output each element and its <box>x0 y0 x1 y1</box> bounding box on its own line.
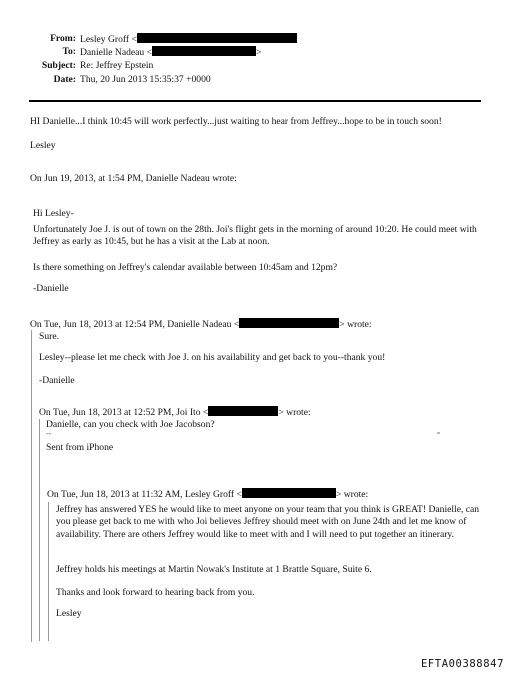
to-address-text: Danielle Nadeau < <box>80 47 152 58</box>
quote3-body: Danielle, can you check with Joe Jacobson? <box>46 419 215 430</box>
redaction-bar <box>242 488 336 498</box>
quote2-bar <box>31 330 32 642</box>
quote2-attribution <box>30 318 372 330</box>
to-label: To: <box>62 46 76 57</box>
subject-label: Subject: <box>41 60 76 71</box>
from-label: From: <box>50 33 76 44</box>
quote2-line1: Sure. <box>39 331 59 342</box>
from-value <box>80 33 297 45</box>
quote1-greeting: Hi Lesley- <box>33 208 74 219</box>
scan-speck <box>437 432 440 434</box>
quote1-signature: -Danielle <box>33 283 69 294</box>
redaction-bar <box>152 46 256 56</box>
quote4-bar <box>48 502 49 641</box>
quote1-question: Is there something on Jeffrey's calendar available between 10:45am and 12pm? <box>33 262 338 273</box>
quote4-attribution-text: On Tue, Jun 18, 2013 at 11:32 AM, Lesley Groff < <box>47 489 242 500</box>
redaction-bar <box>208 406 278 416</box>
quote3-signature: Sent from iPhone <box>46 442 114 453</box>
redaction-bar <box>239 318 339 328</box>
from-address-text: Lesley Groff < <box>80 34 137 45</box>
reply-signature: Lesley <box>30 140 56 151</box>
quote4-signature: Lesley <box>56 608 82 619</box>
quote3-sig-separator: -- <box>46 429 52 438</box>
quote3-attribution <box>39 406 311 418</box>
quote3-attribution-text: On Tue, Jun 18, 2013 at 12:52 PM, Joi Ito < <box>39 407 209 418</box>
quote4-location: Jeffrey holds his meetings at Martin Nowak's Institute at 1 Brattle Square, Suite 6. <box>56 564 372 575</box>
quote3-bar <box>39 419 40 641</box>
quote2-attribution-suffix: > wrote: <box>339 319 372 330</box>
quote4-attribution-suffix: > wrote: <box>335 489 369 500</box>
date-label: Date: <box>53 74 76 85</box>
subject-value: Re: Jeffrey Epstein <box>80 60 154 71</box>
quote1-body: Unfortunately Joe J. is out of town on the 28th. Joi's flight gets in the morning of around 10:20. He could meet with Jeffrey as early as 10:45, but he has a visit at the Lab at noon. <box>33 224 477 248</box>
reply-body: HI Danielle...I think 10:45 will work perfectly...just waiting to hear from Jeffrey...hope to be in touch soon! <box>30 116 442 127</box>
redaction-bar <box>137 33 297 43</box>
quote2-body: Lesley--please let me check with Joe J. on his availability and get back to you--thank you! <box>39 352 386 363</box>
header-divider <box>29 100 481 102</box>
to-address-close: > <box>256 47 262 58</box>
quote4-body: Jeffrey has answered YES he would like to meet anyone on your team that you think is GREAT! Danielle, can you please get back to me with who Joi believes Jeffrey should meet with on June 24th and let me know of availability. There are others Jeffrey would like to meet with and I will need to put together an itinerary. <box>56 504 480 540</box>
quote4-closing: Thanks and look forward to hearing back from you. <box>56 587 255 598</box>
quote1-attribution: On Jun 19, 2013, at 1:54 PM, Danielle Nadeau wrote: <box>30 173 237 184</box>
quote2-signature: -Danielle <box>39 375 75 386</box>
quote4-attribution <box>47 488 368 500</box>
to-value <box>80 46 261 58</box>
date-value: Thu, 20 Jun 2013 15:35:37 +0000 <box>80 74 211 85</box>
quote3-attribution-suffix: > wrote: <box>278 407 311 418</box>
quote2-attribution-text: On Tue, Jun 18, 2013 at 12:54 PM, Danielle Nadeau < <box>30 319 240 330</box>
document-id: EFTA00388847 <box>420 658 504 670</box>
